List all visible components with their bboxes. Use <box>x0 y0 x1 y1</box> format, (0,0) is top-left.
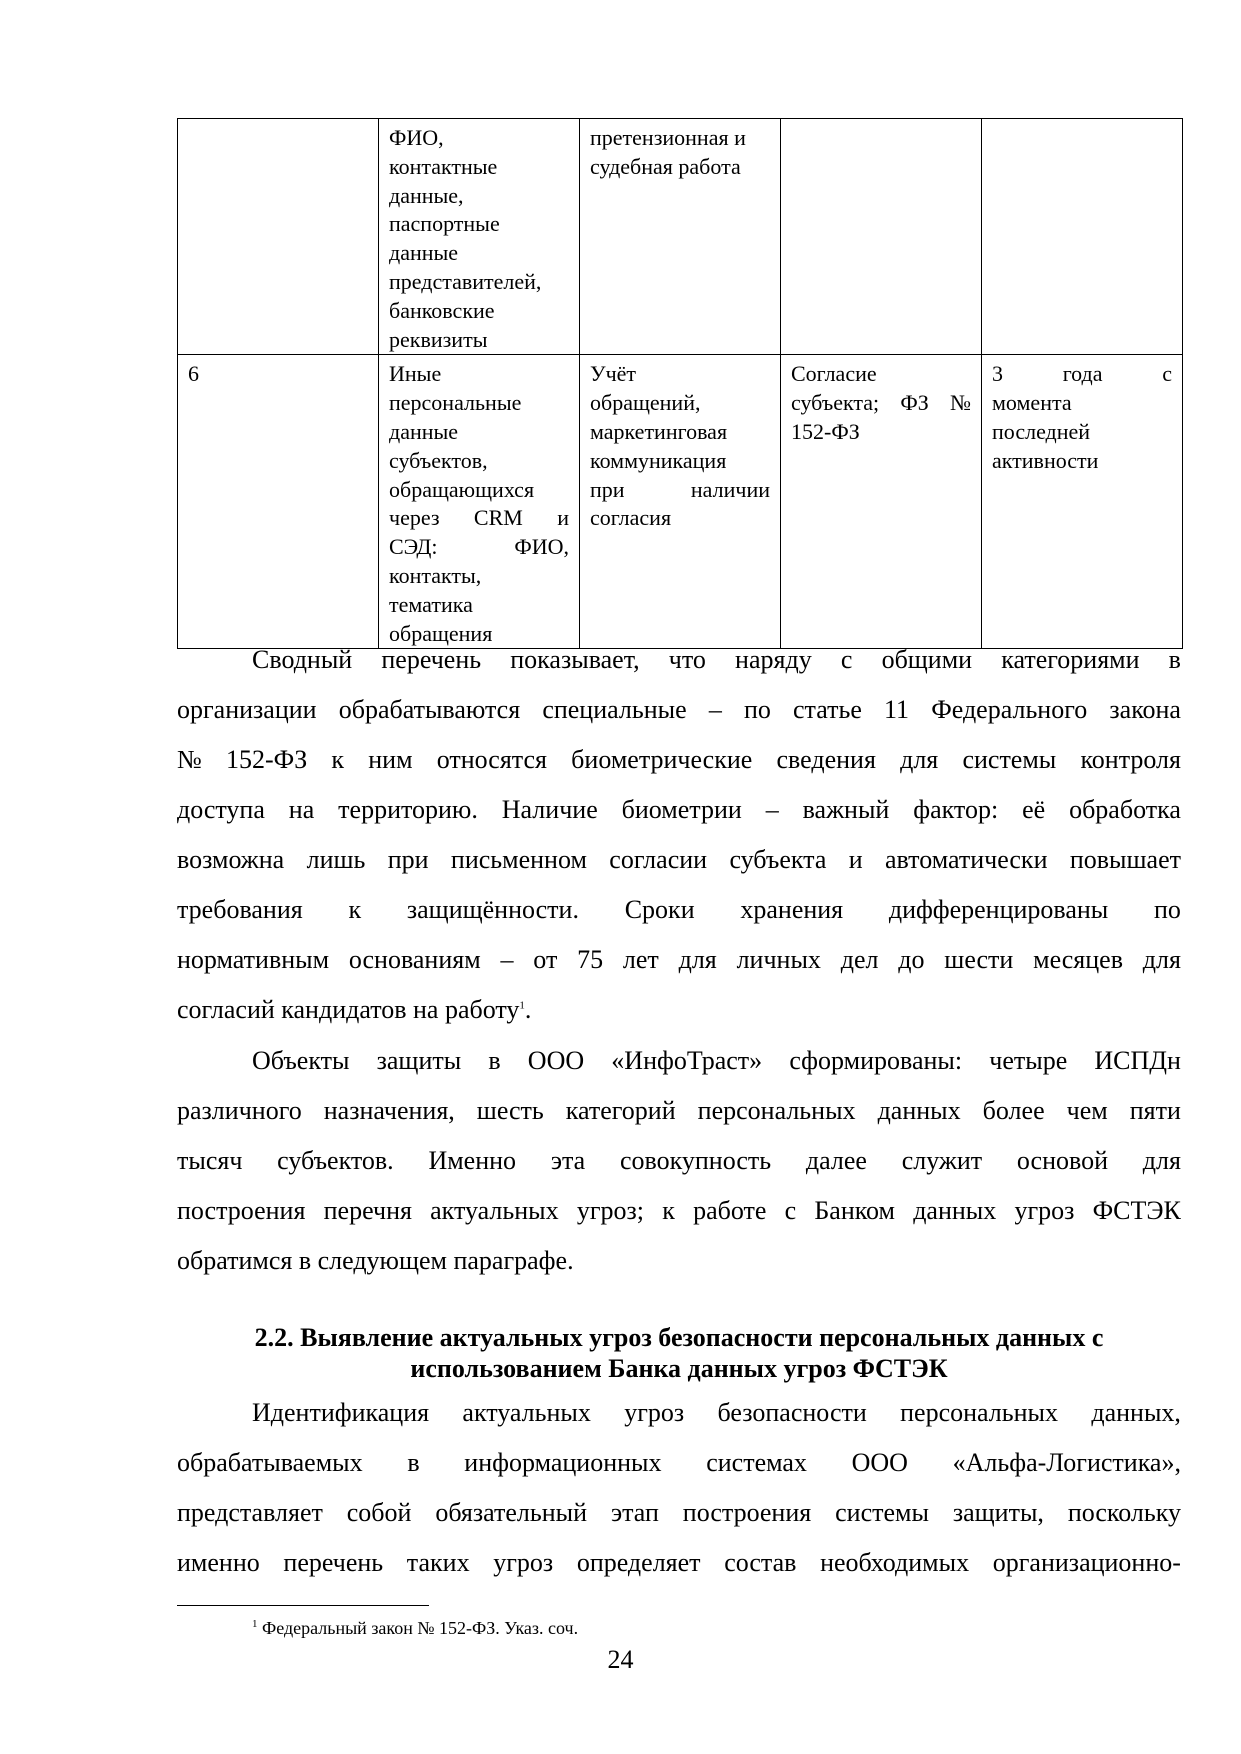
word: 11 <box>884 695 910 724</box>
word: категорий <box>565 1096 676 1125</box>
word: личных <box>736 945 821 974</box>
word: поскольку <box>1067 1498 1181 1527</box>
word: для <box>1142 945 1181 974</box>
word: хранения <box>740 895 844 924</box>
word: представляет <box>177 1498 323 1527</box>
word: шесть <box>476 1096 544 1125</box>
punctuation: . <box>524 995 532 1024</box>
cell-text-line: СЭД: ФИО, <box>389 534 569 560</box>
word: организации <box>177 695 317 724</box>
cell-text-line: субъектов, <box>389 447 488 473</box>
word: ним <box>368 745 413 774</box>
page-number: 24 <box>607 1645 634 1674</box>
word: персональных <box>900 1398 1059 1427</box>
word: – <box>708 695 722 724</box>
text-line <box>177 1448 1181 1482</box>
word: 152-ФЗ <box>226 745 308 774</box>
cell-text-line: Согласие <box>791 361 877 387</box>
word: – <box>500 945 514 974</box>
cell-text-line: персональные <box>389 390 522 416</box>
word: требования <box>177 895 303 924</box>
cell-text-line: 3 года с <box>992 361 1172 387</box>
cell-text-line: судебная работа <box>590 153 741 179</box>
text-line <box>177 845 1181 879</box>
word: этап <box>610 1498 659 1527</box>
word: данных <box>877 1096 961 1125</box>
text-line <box>177 795 1181 829</box>
word: сведения <box>776 745 876 774</box>
word: ООО <box>527 1046 585 1075</box>
word: «Альфа-Логистика», <box>952 1448 1181 1477</box>
word: Федерального <box>931 695 1088 724</box>
word: биометрии <box>621 795 742 824</box>
word: Идентификация <box>252 1398 430 1427</box>
word: данных <box>913 1196 997 1225</box>
word: согласии <box>609 845 708 874</box>
word: защиты, <box>952 1498 1044 1527</box>
word: в <box>407 1448 420 1477</box>
word: на <box>288 795 315 824</box>
word: обрабатываются <box>338 695 521 724</box>
word: от <box>533 945 558 974</box>
word: угроз <box>493 1548 554 1577</box>
text-line <box>252 645 1181 679</box>
cell-text-line: 152-ФЗ <box>791 418 860 444</box>
word: построения <box>177 1196 306 1225</box>
table-row <box>178 119 1183 355</box>
word: ИСПДн <box>1094 1046 1181 1075</box>
word: территорию. <box>338 795 478 824</box>
word: ФСТЭК <box>1092 1196 1181 1225</box>
section-heading <box>177 1322 1181 1384</box>
word: Сводный <box>252 645 353 674</box>
word: Объекты <box>252 1046 350 1075</box>
heading-line: 2.2. Выявление актуальных угроз безопасности персональных данных с <box>254 1323 1104 1352</box>
cell-storage-term <box>982 355 1183 649</box>
word: № <box>177 745 202 774</box>
word: Банком <box>814 1196 895 1225</box>
footnote-mark: 1 <box>252 1618 258 1630</box>
word: повышает <box>1069 845 1181 874</box>
word: собой <box>346 1498 412 1527</box>
word: работе <box>693 1196 767 1225</box>
word: персональных <box>697 1096 856 1125</box>
word: сформированы: <box>789 1046 963 1075</box>
footnote <box>252 1613 578 1639</box>
cell-text-line: контактные <box>389 153 498 179</box>
word: далее <box>805 1146 867 1175</box>
cell-text-line: тематика <box>389 591 473 617</box>
word: автоматически <box>885 845 1048 874</box>
word: системы <box>835 1498 929 1527</box>
word: дел <box>840 945 879 974</box>
cell-number: 6 <box>178 355 379 649</box>
word: дифференцированы <box>888 895 1109 924</box>
word: определяет <box>576 1548 701 1577</box>
cell-text-line: банковские <box>389 297 495 323</box>
word: организационно- <box>992 1548 1181 1577</box>
word: по <box>1154 895 1181 924</box>
cell-text-line: данные <box>389 240 459 266</box>
word: перечень <box>283 1548 384 1577</box>
word: 75 <box>577 945 604 974</box>
word: перечень <box>381 645 482 674</box>
word: относятся <box>436 745 547 774</box>
word: более <box>982 1096 1045 1125</box>
table-row <box>178 355 1183 649</box>
word: актуальных <box>462 1398 591 1427</box>
word: обязательный <box>435 1498 588 1527</box>
word: категориями <box>1001 645 1140 674</box>
cell-text-line: обращающихся <box>389 476 535 502</box>
word: лишь <box>306 845 366 874</box>
cell-text-line: паспортные <box>389 211 500 237</box>
heading-line: использованием Банка данных угроз ФСТЭК <box>410 1354 948 1383</box>
word: и <box>848 845 863 874</box>
word: письменном <box>450 845 587 874</box>
word: обработка <box>1069 795 1181 824</box>
word: – <box>765 795 779 824</box>
text-line <box>252 1398 1181 1432</box>
cell-text-line: Иные <box>389 361 442 387</box>
text-line <box>177 1548 1181 1582</box>
cell-legal-basis <box>781 355 982 649</box>
cell-text-line: последней <box>992 418 1091 444</box>
word: шести <box>944 945 1014 974</box>
cell-text-line: данные <box>389 418 459 444</box>
footnote-separator <box>177 1605 429 1606</box>
word: информационных <box>464 1448 662 1477</box>
word: назначения, <box>323 1096 455 1125</box>
word: тысяч <box>177 1146 243 1175</box>
word: угроз <box>624 1398 685 1427</box>
footnote-text: Федеральный закон № 152-ФЗ. Указ. соч. <box>262 1618 579 1638</box>
word: четыре <box>989 1046 1068 1075</box>
word: субъекта <box>729 845 827 874</box>
word: Сроки <box>624 895 695 924</box>
cell-data-categories <box>379 355 580 649</box>
word: её <box>1022 795 1046 824</box>
word: нормативным <box>177 945 330 974</box>
word: что <box>668 645 706 674</box>
word: лет <box>622 945 659 974</box>
cell-text-line: Учёт <box>590 361 637 387</box>
cell-text-line: обращений, <box>590 390 701 416</box>
word: закона <box>1109 695 1181 724</box>
cell-text-line: субъекта; ФЗ № <box>791 390 971 416</box>
text-line <box>177 995 1181 1029</box>
word: ООО <box>851 1448 908 1477</box>
word: при <box>387 845 429 874</box>
word: чем <box>1066 1096 1108 1125</box>
word: показывает, <box>510 645 640 674</box>
word: Именно <box>428 1146 517 1175</box>
cell-text-line: через CRM и <box>389 505 569 531</box>
text-line <box>177 1196 1181 1230</box>
cell-text-line: ФИО, <box>389 125 444 150</box>
word: построения <box>682 1498 812 1527</box>
word: контроля <box>1080 745 1181 774</box>
cell-text-line: реквизиты <box>389 326 488 352</box>
word: специальные <box>542 695 687 724</box>
word: статье <box>793 695 862 724</box>
word: пяти <box>1129 1096 1181 1125</box>
word: для <box>900 745 939 774</box>
cell-text-line: момента <box>992 390 1072 416</box>
cell-text-line: активности <box>992 447 1099 473</box>
word: для <box>1142 1146 1181 1175</box>
word: совокупность <box>619 1146 772 1175</box>
word: обрабатываемых <box>177 1448 363 1477</box>
word: с <box>840 645 853 674</box>
text-line <box>177 1498 1181 1532</box>
cell-text-line: маркетинговая <box>590 418 728 444</box>
word: угроз <box>1014 1196 1075 1225</box>
word: для <box>678 945 717 974</box>
text-line <box>252 1046 1181 1080</box>
word: защищённости. <box>406 895 579 924</box>
word: в <box>488 1046 501 1075</box>
word: по <box>743 695 771 724</box>
cell-text-line: коммуникация <box>590 447 727 473</box>
word: «ИнфоТраст» <box>611 1046 763 1075</box>
word: доступа <box>177 795 265 824</box>
text-line <box>177 895 1181 929</box>
cell-text-line: представителей, <box>389 268 542 294</box>
word: актуальных <box>430 1196 559 1225</box>
word: биометрические <box>571 745 753 774</box>
cell-text-line: согласия <box>590 505 672 531</box>
text-line <box>177 1096 1181 1130</box>
word: основой <box>1016 1146 1109 1175</box>
cell-number <box>178 119 379 355</box>
word: данных, <box>1091 1398 1181 1427</box>
word: важный <box>802 795 890 824</box>
text-line <box>177 945 1181 979</box>
word: системы <box>962 745 1057 774</box>
word: к <box>348 895 362 924</box>
cell-data-categories <box>379 119 580 355</box>
word: системах <box>706 1448 807 1477</box>
word: эта <box>550 1146 586 1175</box>
word: общими <box>881 645 973 674</box>
cell-purpose <box>580 119 781 355</box>
footnote-reference: 1 <box>519 999 525 1012</box>
word: необходимых <box>820 1548 970 1577</box>
word: именно <box>177 1548 260 1577</box>
cell-legal-basis <box>781 119 982 355</box>
text-line <box>177 1146 1181 1180</box>
text-line <box>177 695 1181 729</box>
cell-text-line: претензионная и <box>590 125 746 150</box>
text-line-content: обратимся в следующем параграфе. <box>177 1246 574 1275</box>
cell-text-line: контакты, <box>389 562 482 588</box>
word: служит <box>901 1146 983 1175</box>
text-line-content: согласий кандидатов на работу <box>177 995 520 1024</box>
word: защиты <box>376 1046 462 1075</box>
word: до <box>898 945 925 974</box>
cell-text-line: при наличии <box>590 476 770 502</box>
cell-purpose <box>580 355 781 649</box>
cell-text-line: обращения <box>389 620 493 646</box>
word: фактор: <box>913 795 999 824</box>
word: состав <box>724 1548 797 1577</box>
word: в <box>1168 645 1181 674</box>
word: различного <box>177 1096 302 1125</box>
word: месяцев <box>1033 945 1123 974</box>
personal-data-table <box>177 118 1183 649</box>
word: субъектов. <box>277 1146 394 1175</box>
text-line <box>177 1246 1181 1280</box>
cell-text-line: данные, <box>389 182 464 208</box>
cell-storage-term <box>982 119 1183 355</box>
word: угроз; <box>576 1196 645 1225</box>
word: к <box>331 745 345 774</box>
word: перечня <box>323 1196 412 1225</box>
word: основаниям <box>348 945 481 974</box>
word: Наличие <box>501 795 598 824</box>
word: с <box>784 1196 797 1225</box>
text-line <box>177 745 1181 779</box>
word: таких <box>406 1548 470 1577</box>
word: возможна <box>177 845 285 874</box>
word: к <box>662 1196 675 1225</box>
word: безопасности <box>717 1398 867 1427</box>
word: наряду <box>735 645 812 674</box>
